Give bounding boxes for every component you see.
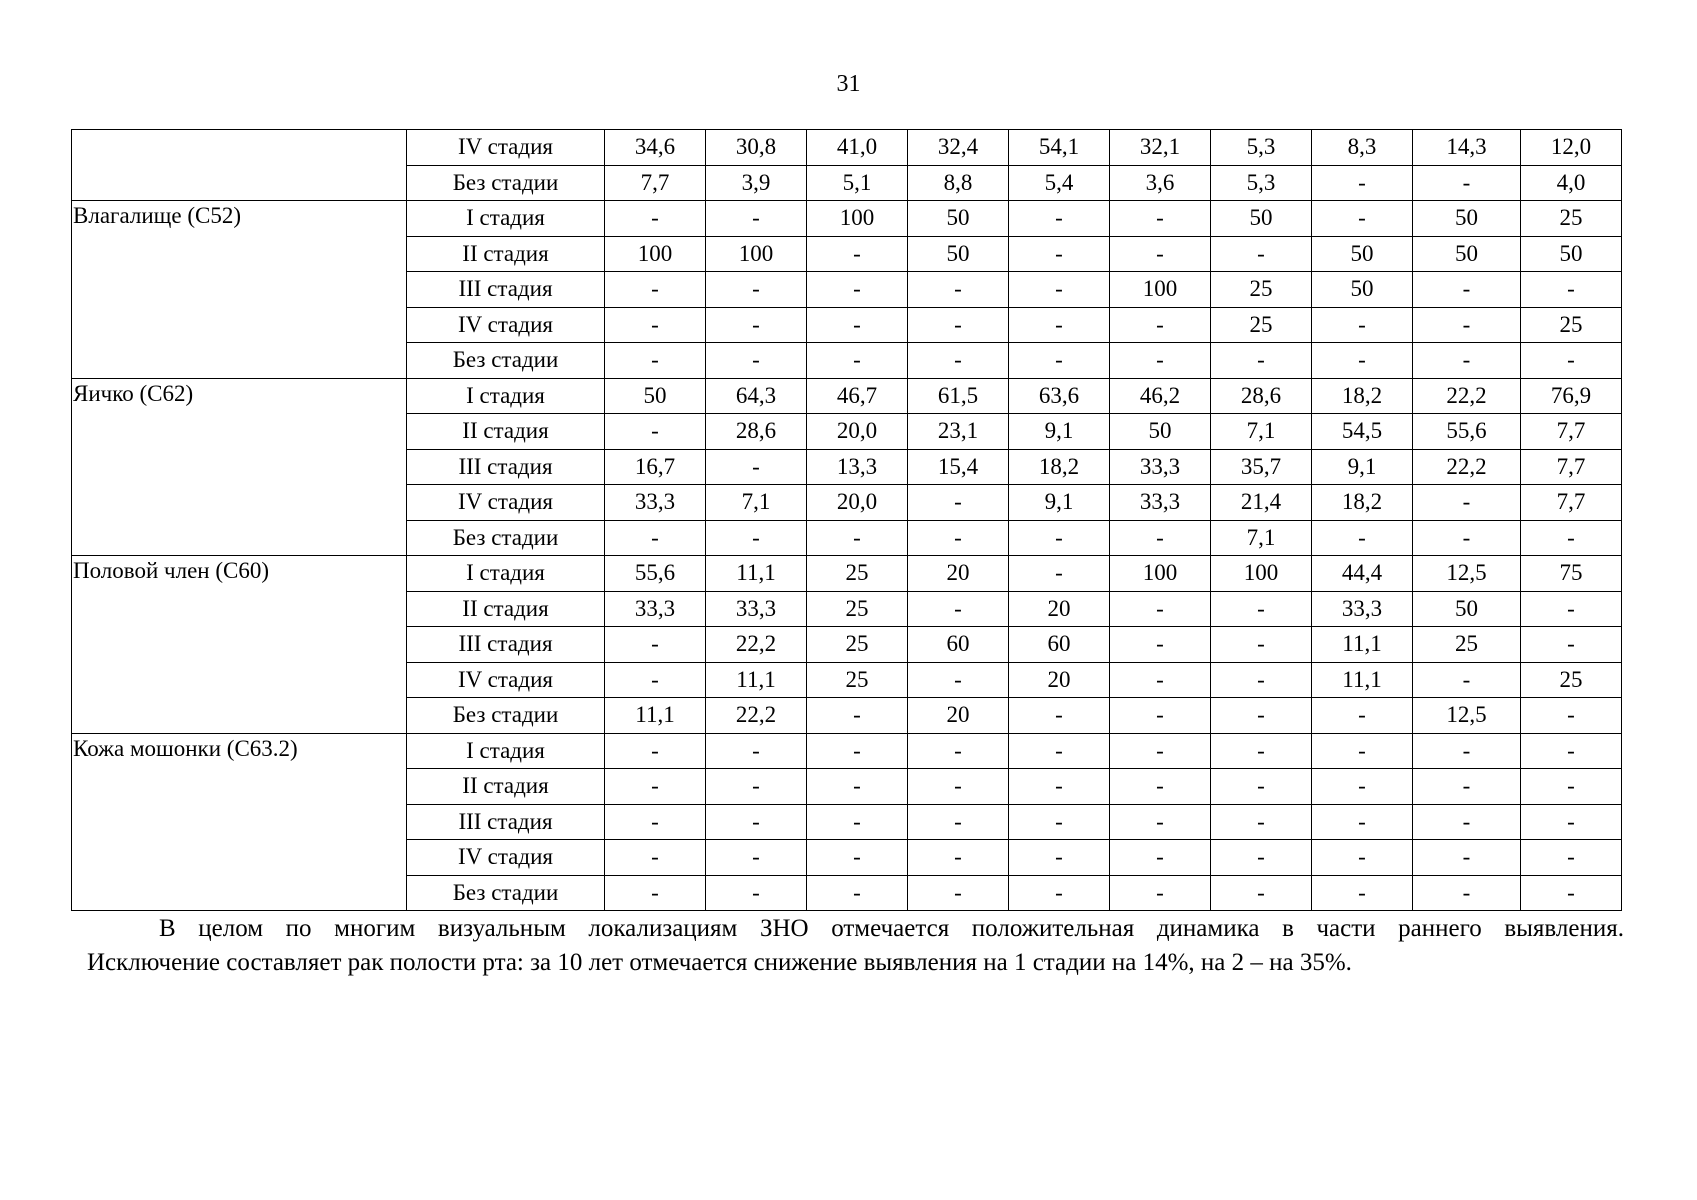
stage-cell: I стадия	[407, 201, 605, 237]
value-cell: 25	[807, 662, 908, 698]
value-cell: -	[1312, 520, 1413, 556]
value-cell: -	[807, 272, 908, 308]
value-cell: 100	[1211, 556, 1312, 592]
value-cell: 22,2	[706, 698, 807, 734]
value-cell: -	[1110, 662, 1211, 698]
value-cell: 9,1	[1009, 414, 1110, 450]
value-cell: 20,0	[807, 485, 908, 521]
value-cell: 54,5	[1312, 414, 1413, 450]
value-cell: 20	[908, 698, 1009, 734]
value-cell: 8,3	[1312, 130, 1413, 166]
value-cell: -	[1009, 272, 1110, 308]
value-cell: 22,2	[706, 627, 807, 663]
value-cell: 11,1	[1312, 662, 1413, 698]
table-body	[72, 130, 1622, 911]
value-cell: 8,8	[908, 165, 1009, 201]
value-cell: 11,1	[706, 662, 807, 698]
value-cell: -	[1413, 804, 1521, 840]
value-cell: 50	[1312, 272, 1413, 308]
site-cell: Половой член (С60)	[72, 556, 407, 734]
value-cell: -	[1009, 875, 1110, 911]
value-cell: -	[1312, 769, 1413, 805]
value-cell: 7,7	[1521, 485, 1622, 521]
value-cell: -	[1312, 343, 1413, 379]
value-cell: 4,0	[1521, 165, 1622, 201]
value-cell: -	[1211, 662, 1312, 698]
value-cell: 50	[1413, 201, 1521, 237]
value-cell: -	[706, 307, 807, 343]
stage-cell: Без стадии	[407, 343, 605, 379]
value-cell: -	[706, 272, 807, 308]
value-cell: -	[1110, 627, 1211, 663]
value-cell: 33,3	[1110, 485, 1211, 521]
value-cell: 55,6	[1413, 414, 1521, 450]
value-cell: 64,3	[706, 378, 807, 414]
value-cell: -	[1211, 236, 1312, 272]
value-cell: 7,1	[1211, 414, 1312, 450]
value-cell: -	[1521, 591, 1622, 627]
value-cell: -	[1211, 733, 1312, 769]
value-cell: -	[1009, 556, 1110, 592]
value-cell: -	[1312, 804, 1413, 840]
value-cell: 75	[1521, 556, 1622, 592]
value-cell: -	[807, 236, 908, 272]
value-cell: 3,9	[706, 165, 807, 201]
table-row	[72, 378, 1622, 414]
value-cell: 100	[807, 201, 908, 237]
value-cell: -	[1211, 591, 1312, 627]
value-cell: -	[1110, 840, 1211, 876]
value-cell: 20	[908, 556, 1009, 592]
value-cell: -	[1009, 520, 1110, 556]
value-cell: -	[1521, 840, 1622, 876]
value-cell: -	[1413, 733, 1521, 769]
value-cell: 50	[908, 236, 1009, 272]
value-cell: -	[1110, 591, 1211, 627]
value-cell: -	[1009, 769, 1110, 805]
value-cell: -	[1521, 804, 1622, 840]
stage-cell: Без стадии	[407, 875, 605, 911]
value-cell: -	[807, 698, 908, 734]
value-cell: -	[605, 343, 706, 379]
value-cell: 41,0	[807, 130, 908, 166]
value-cell: 12,0	[1521, 130, 1622, 166]
value-cell: 5,3	[1211, 130, 1312, 166]
value-cell: 20	[1009, 591, 1110, 627]
value-cell: -	[807, 804, 908, 840]
stage-cell: III стадия	[407, 272, 605, 308]
value-cell: 32,1	[1110, 130, 1211, 166]
value-cell: -	[908, 520, 1009, 556]
value-cell: -	[1413, 343, 1521, 379]
value-cell: -	[908, 769, 1009, 805]
value-cell: -	[1413, 769, 1521, 805]
summary-line-1: В целом по многим визуальным локализациям ЗНО отмечается положительная динамика в части раннего выявления.	[159, 915, 1624, 942]
value-cell: -	[1521, 272, 1622, 308]
value-cell: 21,4	[1211, 485, 1312, 521]
value-cell: -	[1521, 733, 1622, 769]
value-cell: 50	[1312, 236, 1413, 272]
value-cell: -	[1312, 307, 1413, 343]
value-cell: 16,7	[605, 449, 706, 485]
value-cell: -	[908, 804, 1009, 840]
value-cell: 22,2	[1413, 449, 1521, 485]
value-cell: -	[1521, 698, 1622, 734]
value-cell: -	[1413, 840, 1521, 876]
value-cell: 32,4	[908, 130, 1009, 166]
value-cell: -	[1521, 769, 1622, 805]
value-cell: 11,1	[605, 698, 706, 734]
value-cell: -	[908, 733, 1009, 769]
value-cell: 7,1	[706, 485, 807, 521]
value-cell: 33,3	[1312, 591, 1413, 627]
value-cell: -	[605, 769, 706, 805]
value-cell: 20	[1009, 662, 1110, 698]
value-cell: -	[1211, 875, 1312, 911]
value-cell: -	[1110, 875, 1211, 911]
value-cell: 25	[807, 556, 908, 592]
value-cell: 11,1	[706, 556, 807, 592]
value-cell: 18,2	[1312, 378, 1413, 414]
value-cell: -	[908, 485, 1009, 521]
site-cell: Яичко (С62)	[72, 378, 407, 556]
value-cell: -	[1110, 236, 1211, 272]
value-cell: -	[1521, 875, 1622, 911]
value-cell: -	[807, 769, 908, 805]
stage-cell: IV стадия	[407, 662, 605, 698]
value-cell: -	[605, 804, 706, 840]
value-cell: -	[1009, 804, 1110, 840]
value-cell: -	[1413, 520, 1521, 556]
value-cell: 5,4	[1009, 165, 1110, 201]
stage-distribution-table	[71, 129, 1622, 911]
value-cell: -	[706, 804, 807, 840]
value-cell: -	[1312, 840, 1413, 876]
value-cell: -	[706, 201, 807, 237]
value-cell: -	[1110, 307, 1211, 343]
table-row	[72, 130, 1622, 166]
value-cell: -	[908, 307, 1009, 343]
stage-cell: IV стадия	[407, 130, 605, 166]
stage-cell: Без стадии	[407, 520, 605, 556]
value-cell: -	[1009, 307, 1110, 343]
value-cell: -	[605, 662, 706, 698]
value-cell: -	[706, 733, 807, 769]
value-cell: 50	[1413, 236, 1521, 272]
site-cell: Кожа мошонки (С63.2)	[72, 733, 407, 911]
value-cell: 100	[605, 236, 706, 272]
value-cell: 50	[908, 201, 1009, 237]
value-cell: 7,7	[1521, 414, 1622, 450]
value-cell: 60	[908, 627, 1009, 663]
stage-cell: IV стадия	[407, 307, 605, 343]
value-cell: -	[807, 875, 908, 911]
value-cell: 25	[1521, 662, 1622, 698]
value-cell: 25	[1211, 307, 1312, 343]
value-cell: -	[605, 733, 706, 769]
value-cell: -	[605, 875, 706, 911]
stage-cell: I стадия	[407, 556, 605, 592]
value-cell: 76,9	[1521, 378, 1622, 414]
value-cell: -	[1312, 165, 1413, 201]
stage-cell: I стадия	[407, 378, 605, 414]
value-cell: -	[1110, 520, 1211, 556]
value-cell: 25	[1521, 307, 1622, 343]
value-cell: 25	[1211, 272, 1312, 308]
value-cell: 15,4	[908, 449, 1009, 485]
value-cell: 12,5	[1413, 698, 1521, 734]
value-cell: 25	[1413, 627, 1521, 663]
stage-cell: I стадия	[407, 733, 605, 769]
value-cell: 7,1	[1211, 520, 1312, 556]
table-row	[72, 201, 1622, 237]
value-cell: -	[1110, 804, 1211, 840]
value-cell: 5,3	[1211, 165, 1312, 201]
value-cell: -	[1521, 520, 1622, 556]
value-cell: -	[807, 733, 908, 769]
value-cell: 44,4	[1312, 556, 1413, 592]
value-cell: 100	[706, 236, 807, 272]
page-number: 31	[836, 71, 861, 97]
table-row	[72, 556, 1622, 592]
value-cell: -	[1211, 343, 1312, 379]
value-cell: -	[706, 343, 807, 379]
value-cell: 100	[1110, 556, 1211, 592]
value-cell: -	[807, 343, 908, 379]
value-cell: -	[1521, 627, 1622, 663]
value-cell: 46,7	[807, 378, 908, 414]
stage-cell: IV стадия	[407, 840, 605, 876]
value-cell: 18,2	[1009, 449, 1110, 485]
value-cell: -	[1110, 769, 1211, 805]
site-cell	[72, 130, 407, 201]
summary-line-2: Исключение составляет рак полости рта: за 10 лет отмечается снижение выявления на 1 стадии на 14%, на 2 – на 35%.	[87, 949, 1352, 976]
value-cell: -	[908, 591, 1009, 627]
value-cell: 50	[1211, 201, 1312, 237]
stage-cell: III стадия	[407, 804, 605, 840]
value-cell: -	[908, 272, 1009, 308]
stage-cell: Без стадии	[407, 165, 605, 201]
summary-paragraph	[71, 912, 1624, 980]
value-cell: -	[605, 201, 706, 237]
value-cell: -	[706, 875, 807, 911]
value-cell: -	[1009, 343, 1110, 379]
value-cell: -	[908, 875, 1009, 911]
value-cell: 50	[605, 378, 706, 414]
value-cell: -	[908, 840, 1009, 876]
value-cell: 7,7	[1521, 449, 1622, 485]
value-cell: -	[605, 520, 706, 556]
stage-cell: Без стадии	[407, 698, 605, 734]
value-cell: -	[706, 840, 807, 876]
stage-cell: III стадия	[407, 449, 605, 485]
value-cell: -	[908, 343, 1009, 379]
value-cell: 13,3	[807, 449, 908, 485]
value-cell: 35,7	[1211, 449, 1312, 485]
value-cell: -	[1312, 698, 1413, 734]
value-cell: 7,7	[605, 165, 706, 201]
value-cell: -	[1009, 698, 1110, 734]
value-cell: -	[1413, 307, 1521, 343]
value-cell: -	[1413, 662, 1521, 698]
site-cell: Влагалище (С52)	[72, 201, 407, 379]
value-cell: 12,5	[1413, 556, 1521, 592]
stage-cell: II стадия	[407, 236, 605, 272]
value-cell: -	[605, 840, 706, 876]
value-cell: -	[807, 307, 908, 343]
value-cell: 30,8	[706, 130, 807, 166]
value-cell: -	[706, 449, 807, 485]
value-cell: -	[605, 307, 706, 343]
value-cell: 9,1	[1009, 485, 1110, 521]
value-cell: -	[605, 414, 706, 450]
value-cell: -	[1312, 875, 1413, 911]
value-cell: -	[908, 662, 1009, 698]
value-cell: -	[807, 520, 908, 556]
value-cell: -	[1211, 804, 1312, 840]
value-cell: 3,6	[1110, 165, 1211, 201]
value-cell: -	[605, 627, 706, 663]
value-cell: -	[1413, 165, 1521, 201]
value-cell: 33,3	[605, 591, 706, 627]
stage-cell: II стадия	[407, 414, 605, 450]
value-cell: 20,0	[807, 414, 908, 450]
value-cell: 28,6	[706, 414, 807, 450]
value-cell: -	[1009, 733, 1110, 769]
value-cell: -	[1211, 698, 1312, 734]
value-cell: 46,2	[1110, 378, 1211, 414]
value-cell: 55,6	[605, 556, 706, 592]
value-cell: -	[706, 769, 807, 805]
value-cell: -	[1110, 733, 1211, 769]
value-cell: -	[1009, 201, 1110, 237]
value-cell: 50	[1521, 236, 1622, 272]
value-cell: 50	[1413, 591, 1521, 627]
value-cell: 23,1	[908, 414, 1009, 450]
value-cell: -	[1413, 272, 1521, 308]
value-cell: -	[1009, 840, 1110, 876]
value-cell: 33,3	[605, 485, 706, 521]
value-cell: 50	[1110, 414, 1211, 450]
value-cell: -	[1211, 840, 1312, 876]
value-cell: 60	[1009, 627, 1110, 663]
value-cell: 28,6	[1211, 378, 1312, 414]
value-cell: 63,6	[1009, 378, 1110, 414]
value-cell: 5,1	[807, 165, 908, 201]
value-cell: 25	[1521, 201, 1622, 237]
value-cell: 33,3	[1110, 449, 1211, 485]
value-cell: 54,1	[1009, 130, 1110, 166]
value-cell: 61,5	[908, 378, 1009, 414]
value-cell: 25	[807, 591, 908, 627]
value-cell: 11,1	[1312, 627, 1413, 663]
value-cell: -	[605, 272, 706, 308]
value-cell: -	[1312, 201, 1413, 237]
value-cell: -	[807, 840, 908, 876]
value-cell: -	[1211, 627, 1312, 663]
stage-cell: II стадия	[407, 591, 605, 627]
value-cell: 9,1	[1312, 449, 1413, 485]
value-cell: -	[1110, 698, 1211, 734]
value-cell: -	[1413, 485, 1521, 521]
stage-cell: III стадия	[407, 627, 605, 663]
stage-cell: II стадия	[407, 769, 605, 805]
value-cell: 34,6	[605, 130, 706, 166]
value-cell: -	[1413, 875, 1521, 911]
stage-cell: IV стадия	[407, 485, 605, 521]
value-cell: -	[1312, 733, 1413, 769]
value-cell: 25	[807, 627, 908, 663]
value-cell: 18,2	[1312, 485, 1413, 521]
table-row	[72, 733, 1622, 769]
value-cell: -	[706, 520, 807, 556]
value-cell: -	[1009, 236, 1110, 272]
value-cell: -	[1211, 769, 1312, 805]
value-cell: -	[1521, 343, 1622, 379]
value-cell: 14,3	[1413, 130, 1521, 166]
value-cell: 33,3	[706, 591, 807, 627]
value-cell: 22,2	[1413, 378, 1521, 414]
value-cell: -	[1110, 201, 1211, 237]
value-cell: 100	[1110, 272, 1211, 308]
value-cell: -	[1110, 343, 1211, 379]
